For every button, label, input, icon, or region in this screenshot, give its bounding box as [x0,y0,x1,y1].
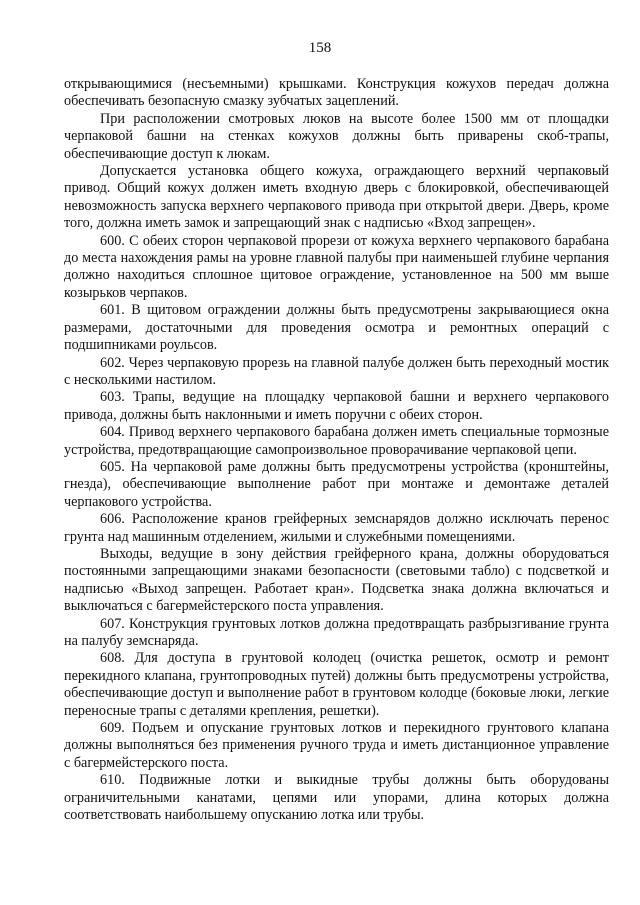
paragraph-609: 609. Подъем и опускание грунтовых лотков и перекидного грунтового клапана должны выполняться без применения ручного труда и иметь дистанционное управление с багермейстерского поста. [64,720,609,771]
paragraph-601: 601. В щитовом ограждении должны быть предусмотрены закрывающиеся окна размерами, достаточными для проведения осмотра и ремонтных операций с подшипниками роульсов. [64,302,609,354]
paragraph-608: 608. Для доступа в грунтовой колодец (очистка решеток, осмотр и ремонт перекидного клапана, грунтопроводных путей) должны быть предусмотрены устройства, обеспечивающие доступ и выполнение работ в грунтовом колодце (боковые люки, легкие переносные трапы с деталями крепления, решетки). [64,650,609,719]
paragraph-606: 606. Расположение кранов грейферных земснарядов должно исключать перенос грунта над машинным отделением, жилыми и служебными помещениями. [64,511,609,545]
paragraph-602: 602. Через черпаковую прорезь на главной палубе должен быть переходный мостик с несколькими настилом. [64,354,609,388]
paragraph-607: 607. Конструкция грунтовых лотков должна предотвращать разбрызгивание грунта на палубу земснаряда. [64,615,609,649]
paragraph-inspection-hatches: При расположении смотровых люков на высоте более 1500 мм от площадки черпаковой башни на стенках кожухов должны быть приварены скоб-трапы, обеспечивающие доступ к люкам. [64,110,609,162]
document-body [64,76,609,824]
paragraph-common-casing: Допускается установка общего кожуха, ограждающего верхний черпаковый привод. Общий кожух должен иметь входную дверь с блокировкой, обеспечивающей невозможность запуска верхнего черпакового привода при открытой двери. Дверь, кроме того, должна иметь замок и запрещающий знак с надписью «Вход запрещен». [64,163,609,232]
paragraph-603: 603. Трапы, ведущие на площадку черпаковой башни и верхнего черпакового привода, должны быть наклонными и иметь поручни с обеих сторон. [64,389,609,423]
paragraph-610: 610. Подвижные лотки и выкидные трубы должны быть оборудованы ограничительными канатами, цепями или упорами, длина которых должна соответствовать наибольшему опусканию лотка или трубы. [64,772,609,824]
page-number: 158 [308,40,332,56]
paragraph-continuation: открывающимися (несъемными) крышками. Конструкция кожухов передач должна обеспечивать безопасную смазку зубчатых зацеплений. [64,76,609,110]
paragraph-604: 604. Привод верхнего черпакового барабана должен иметь специальные тормозные устройства, предотвращающие самопроизвольное проворачивание черпаковой цепи. [64,424,609,458]
paragraph-crane-exits: Выходы, ведущие в зону действия грейферного крана, должны оборудоваться постоянными запрещающими знаками безопасности (световыми табло) с подсветкой и надписью «Выход запрещен. Работает кран». Подсветка знака должна включаться и выключаться с багермейстерского поста управления. [64,545,609,615]
paragraph-600: 600. С обеих сторон черпаковой прорези от кожуха верхнего черпакового барабана до места нахождения рамы на уровне главной палубы при наименьшей глубине черпания должно находиться сплошное щитовое ограждение, установленное на 500 мм выше козырьков черпаков. [64,232,609,301]
paragraph-605: 605. На черпаковой раме должны быть предусмотрены устройства (кронштейны, гнезда), обеспечивающие выполнение работ при монтаже и демонтаже деталей черпакового устройства. [64,458,609,510]
